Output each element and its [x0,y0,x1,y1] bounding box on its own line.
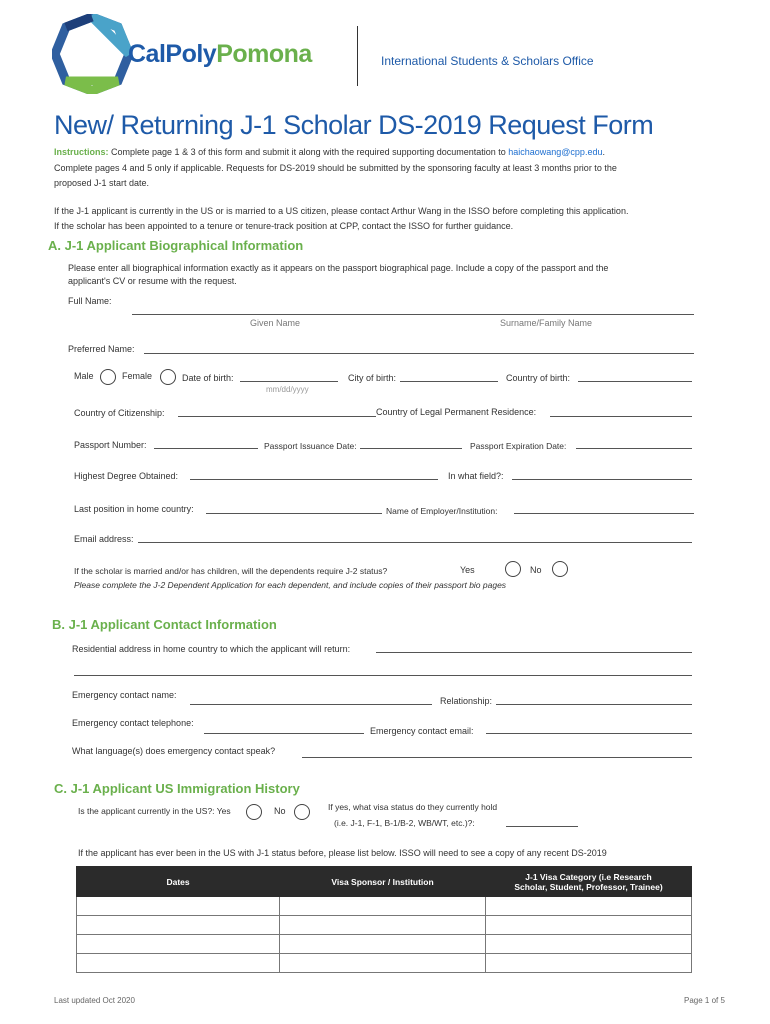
page-title: New/ Returning J-1 Scholar DS-2019 Request Form [54,110,654,140]
languages-label: What language(s) does emergency contact speak? [72,746,276,756]
table-header-row [77,867,692,897]
employer-label: Name of Employer/Institution: [386,506,498,516]
email-input[interactable] [138,542,692,543]
immigration-history-table [76,866,692,973]
male-radio[interactable] [100,369,116,385]
in-us-no-radio[interactable] [294,804,310,820]
passport-issuance-label: Passport Issuance Date: [264,441,357,451]
field-input[interactable] [512,479,692,480]
isso-email-link[interactable]: haichaowang@cpp.edu [508,147,603,157]
logo-text-pomona: Pomona [216,40,312,68]
residence-input[interactable] [550,416,692,417]
instructions-text-b: . [602,147,605,157]
email-label: Email address: [74,534,134,544]
city-birth-input[interactable] [400,381,498,382]
instructions-text-a: Complete page 1 & 3 of this form and submit it along with the required supporting documentation to [108,147,509,157]
emergency-name-label: Emergency contact name: [72,690,177,700]
passport-expiration-input[interactable] [576,448,692,449]
emergency-phone-label: Emergency contact telephone: [72,718,194,728]
col-dates: Dates [77,867,280,897]
residential-input[interactable] [376,652,692,653]
preferred-name-input[interactable] [144,353,694,354]
dob-label: Date of birth: [182,373,234,383]
dependents-question: If the scholar is married and/or has children, will the dependents require J-2 status? [74,566,388,576]
col-category-line1: J-1 Visa Category (i.e Research [525,871,652,882]
city-birth-label: City of birth: [348,373,397,383]
instructions-line1 [54,147,605,157]
female-radio[interactable] [160,369,176,385]
last-position-label: Last position in home country: [74,504,194,514]
header-divider [357,26,358,86]
residence-label: Country of Legal Permanent Residence: [376,407,537,417]
instructions-label: Instructions: [54,147,109,157]
visa-status-input[interactable] [506,826,578,827]
full-name-label: Full Name: [68,296,112,306]
table-cell[interactable] [280,954,486,973]
residential-label: Residential address in home country to which the applicant will return: [72,644,351,654]
citizenship-label: Country of Citizenship: [74,408,165,418]
dependents-no-label: No [530,565,542,575]
preferred-name-label: Preferred Name: [68,344,135,354]
table-cell[interactable] [280,916,486,935]
section-b-heading: B. J-1 Applicant Contact Information [52,617,277,632]
table-cell[interactable] [280,897,486,916]
dependents-note: Please complete the J-2 Dependent Application for each dependent, and include copies of their passport bio pages [74,580,507,590]
in-us-no-label: No [274,806,286,816]
table-cell[interactable] [77,954,280,973]
table-cell[interactable] [486,954,692,973]
logo-text-calpoly: CalPoly [128,40,217,68]
in-us-label: Is the applicant currently in the US?: Yes [78,806,231,816]
table-cell[interactable] [486,897,692,916]
note-line1: If the J-1 applicant is currently in the US or is married to a US citizen, please contact Arthur Wang in the ISSO before completing this application. [54,206,629,216]
col-category-line2: Scholar, Student, Professor, Trainee) [514,881,663,892]
dependents-no-radio[interactable] [552,561,568,577]
section-a-intro2: applicant's CV or resume with the request. [68,276,237,286]
emergency-name-input[interactable] [190,704,432,705]
given-name-label: Given Name [250,318,301,328]
employer-input[interactable] [514,513,694,514]
country-birth-input[interactable] [578,381,692,382]
languages-input[interactable] [302,757,692,758]
relationship-input[interactable] [496,704,692,705]
instructions-line2: Complete pages 4 and 5 only if applicable. Requests for DS-2019 should be submitted by the sponsoring faculty at least 3 months prior to the [54,163,617,173]
dob-hint: mm/dd/yyyy [266,385,309,394]
table-row [77,935,692,954]
passport-number-input[interactable] [154,448,258,449]
section-a-heading: A. J-1 Applicant Biographical Information [48,238,304,253]
table-row [77,897,692,916]
citizenship-input[interactable] [178,416,376,417]
highest-degree-input[interactable] [190,479,438,480]
emergency-phone-input[interactable] [204,733,364,734]
page-number: Page 1 of 5 [684,996,725,1005]
full-name-input[interactable] [132,314,694,315]
section-c-heading: C. J-1 Applicant US Immigration History [54,781,300,796]
in-us-yes-radio[interactable] [246,804,262,820]
table-cell[interactable] [486,916,692,935]
residential-input-2[interactable] [74,675,692,676]
calpoly-logo-icon [52,14,132,94]
table-cell[interactable] [280,935,486,954]
last-updated: Last updated Oct 2020 [54,996,135,1005]
visa-status-label-2: (i.e. J-1, F-1, B-1/B-2, WB/WT, etc.)?: [334,818,475,828]
dob-input[interactable] [240,381,338,382]
dependents-yes-label: Yes [460,565,475,575]
country-birth-label: Country of birth: [506,373,571,383]
instructions-line3: proposed J-1 start date. [54,178,150,188]
table-row [77,954,692,973]
passport-issuance-input[interactable] [360,448,462,449]
female-label: Female [122,371,153,381]
note-line2: If the scholar has been appointed to a tenure or tenure-track position at CPP, contact the ISSO for further guidance. [54,221,514,231]
dependents-yes-radio[interactable] [505,561,521,577]
visa-status-label-1: If yes, what visa status do they currently hold [328,802,498,812]
table-cell[interactable] [77,897,280,916]
table-cell[interactable] [77,916,280,935]
emergency-email-label: Emergency contact email: [370,726,474,736]
table-cell[interactable] [486,935,692,954]
last-position-input[interactable] [206,513,382,514]
col-sponsor: Visa Sponsor / Institution [280,867,486,897]
office-name: International Students & Scholars Office [381,54,594,68]
history-instructions: If the applicant has ever been in the US with J-1 status before, please list below. ISSO will need to see a copy of any recent DS-2019 [78,848,607,858]
col-category [486,867,692,897]
passport-number-label: Passport Number: [74,440,147,450]
passport-expiration-label: Passport Expiration Date: [470,441,567,451]
emergency-email-input[interactable] [486,733,692,734]
male-label: Male [74,371,94,381]
logo-wordmark [128,40,312,69]
table-cell[interactable] [77,935,280,954]
section-a-intro1: Please enter all biographical information exactly as it appears on the passport biographical page. Include a copy of the passport and the [68,263,609,273]
relationship-label: Relationship: [440,696,493,706]
field-label: In what field?: [448,471,504,481]
table-row [77,916,692,935]
surname-label: Surname/Family Name [500,318,593,328]
highest-degree-label: Highest Degree Obtained: [74,471,179,481]
